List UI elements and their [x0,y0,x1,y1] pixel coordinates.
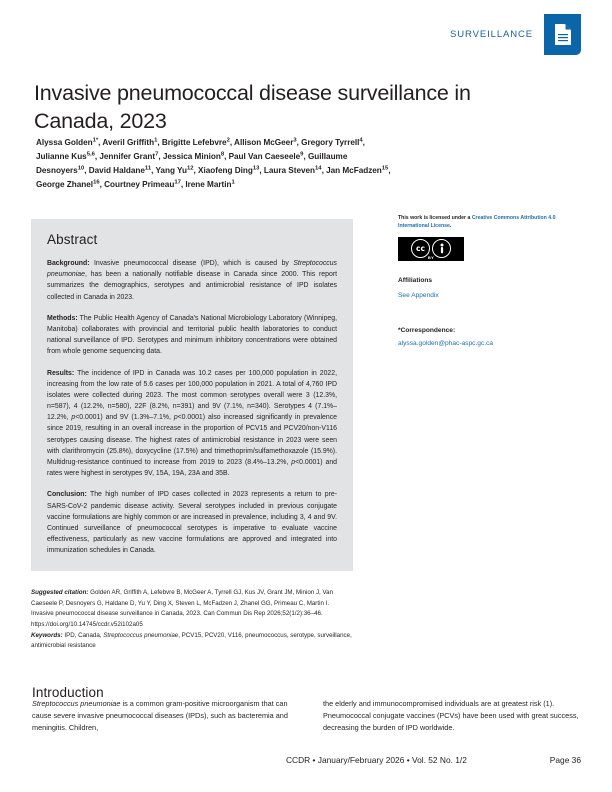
creative-commons-badge[interactable] [398,237,464,261]
page-header [0,0,612,62]
attribution-person-icon [432,239,451,258]
correspondence-email-link[interactable]: alyssa.golden@phac-aspc.gc.ca [398,339,494,347]
abstract-conclusion: Conclusion: The high number of IPD cases collected in 2023 represents a return to pre-SARS-CoV-2 pandemic disease activity. Several serotypes included in previous conjugate vaccine formulations are highly common or are increased in prevalence, including 3, 4 and 9V. Continued surveillance of pneumococcal serotypes is imperative to evaluate vaccine effectiveness, particularly as new vaccine formulations are approved and integrated into immunization schedules in Canada. [47,491,337,555]
sidebar [398,214,582,347]
footer-page-number: Page 36 [549,755,581,765]
license-notice [398,214,582,231]
doi-link[interactable]: https://doi.org/10.14745/ccdr.v52i102a05 [31,620,143,628]
page-footer [0,755,612,777]
abstract-background: Background: Invasive pneumococcal disease (IPD), which is caused by Streptococcus pneumoniae, has been a nationally notifiable disease in Canada since 2000. This report summarizes the demographics, serotypes and antimicrobial resistance of IPD isolates collected in Canada in 2023. [47,260,337,301]
section-label: SURVEILLANCE [450,29,533,40]
document-icon [544,14,581,55]
keywords: Keywords: IPD, Canada, Streptococcus pneumoniae, PCV15, PCV20, V116, pneumococcus, serotype, surveillance, antimicrobial resistance [31,631,352,650]
cc-by-label: BY [427,255,435,261]
author-list: Alyssa Golden$^{1*}$, Averil Griffith$^1$, Brigitte Lefebvre$^2$, Allison McGeer$^3$, Gregory Tyrrell$^4$, Julianne Kus$^{5,6}$, Jennifer Grant$^7$, Jessica Minion$^8$, Paul Van Caeseele$^9$, Guillaume Desnoyers$^{10}$, David Haldane$^{11}$, Yang Yu$^{12}$, Xiaofeng Ding$^{13}$, Laura Steven$^{14}$, Jan McFadzen$^{15}$, George Zhanel$^{16}$, Courtney Primeau$^{17}$, Irene Martin$^1$ [36,137,391,190]
introduction-heading: Introduction [32,685,104,701]
affiliations-heading: Affiliations [398,276,433,284]
page-title: Invasive pneumococcal disease surveillance in Canada, 2023 [34,81,471,133]
introduction-column-2 [323,698,580,733]
license-link[interactable]: Creative Commons Attribution 4.0 International License [398,215,556,230]
abstract-methods: Methods: The Public Health Agency of Canada's National Microbiology Laboratory (Winnipeg, Manitoba) collaborates with provincial and territorial public health laboratories to conduct national surveillance of IPD. Serotypes and minimum inhibitory concentrations were obtained from whole genome sequencing data. [47,314,337,356]
abstract-heading: Abstract [47,232,98,247]
affiliations-link[interactable]: See Appendix [398,291,439,299]
introduction-paragraph-1: Streptococcus pneumoniae is a common gram-positive microorganism that can cause severe invasive pneumococcal diseases (IPDs), such as bacteremia and meningitis. Children, [32,699,288,732]
footer-journal-line: CCDR • January/February 2026 • Vol. 52 No. 1/2 [286,755,467,765]
suggested-citation: Suggested citation: Golden AR, Griffith A, Lefebvre B, McGeer A, Tyrrell GJ, Kus JV, Grant JM, Minion J, Van Caeseele P, Desnoyers G, Haldane D, Yu Y, Ding X, Steven L, McFadzen J, Zhanel GG, Primeau C, Martin I. Invasive pneumococcal disease surveillance in Canada, 2023. Can Commun Dis Rep 2026;52(1/2):36–46. [31,589,334,618]
correspondence-heading: *Correspondence: [398,326,456,334]
introduction-columns [32,698,580,733]
citation-block [31,588,353,652]
license-prefix: This work is licensed under a [398,215,472,221]
abstract-box [31,219,353,571]
creative-commons-icon: cc [411,239,430,258]
header-section-group [450,14,581,55]
introduction-paragraph-2: the elderly and immunocompromised individuals are at greatest risk (1). Pneumococcal conjugate vaccines (PCVs) have been used with great success, decreasing the burden of IPD worldwide. [323,699,579,732]
license-suffix: . [449,223,452,230]
introduction-column-1 [32,698,289,733]
abstract-results: Results: The incidence of IPD in Canada was 10.2 cases per 100,000 population in 2022, increasing from the low rate of 5.6 cases per 100,000 population in 2021. A total of 4,760 IPD isolates were collected during 2023. The most common serotypes overall were 3 (12.3%, n=587), 4 (12.2%, n=580), 22F (8.2%, n=391) and 9V (7.1%, n=340). Serotypes 4 (7.1%–12.2%, p<0.0001) and 9V (1.3%–7.1%, p<0.0001) also increased significantly in prevalence since 2019, resulting in an overall increase in the proportion of PCV15 and PCV20/non-V116 serotypes causing disease. The highest rates of antimicrobial resistance in 2023 were seen with clarithromycin (25.8%), doxycycline (17.5%) and trimethoprim/sulfamethoxazole (15.9%). Multidrug-resistance continued to increase from 2019 to 2023 (8.4%–13.2%, p<0.0001) and rates were highest in serotypes 9V, 15A, 19A, 23A and 35B. [47,369,337,478]
